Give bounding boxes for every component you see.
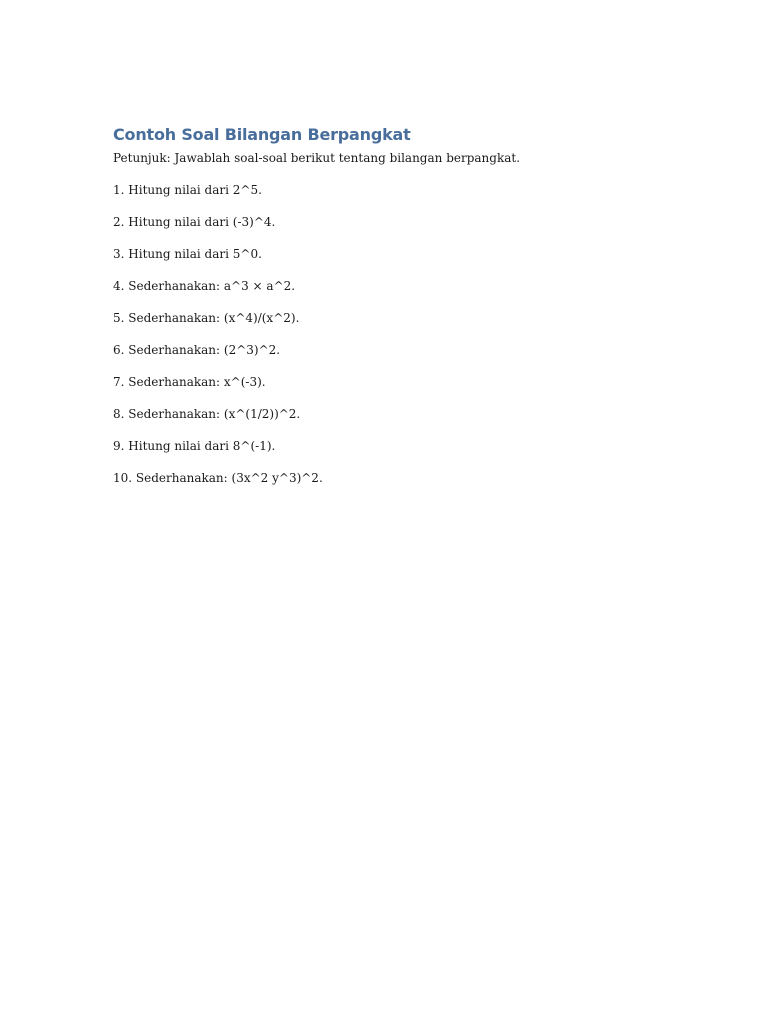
document-title: Contoh Soal Bilangan Berpangkat: [113, 125, 411, 144]
question-list: [113, 181, 673, 487]
question-item-3: 3. Hitung nilai dari 5^0.: [113, 247, 262, 261]
question-item-6: 6. Sederhanakan: (2^3)^2.: [113, 343, 281, 357]
question-item-9: 9. Hitung nilai dari 8^(-1).: [113, 439, 276, 453]
question-item-1: 1. Hitung nilai dari 2^5.: [113, 183, 262, 197]
question-item-2: 2. Hitung nilai dari (-3)^4.: [113, 215, 276, 229]
document-content: [113, 124, 673, 501]
question-item-5: 5. Sederhanakan: (x^4)/(x^2).: [113, 311, 300, 325]
question-item-7: 7. Sederhanakan: x^(-3).: [113, 375, 266, 389]
question-item-4: 4. Sederhanakan: a^3 × a^2.: [113, 279, 296, 293]
question-item-8: 8. Sederhanakan: (x^(1/2))^2.: [113, 407, 301, 421]
instruction-text: Petunjuk: Jawablah soal-soal berikut tentang bilangan berpangkat.: [113, 151, 521, 165]
question-item-10: 10. Sederhanakan: (3x^2 y^3)^2.: [113, 471, 323, 485]
